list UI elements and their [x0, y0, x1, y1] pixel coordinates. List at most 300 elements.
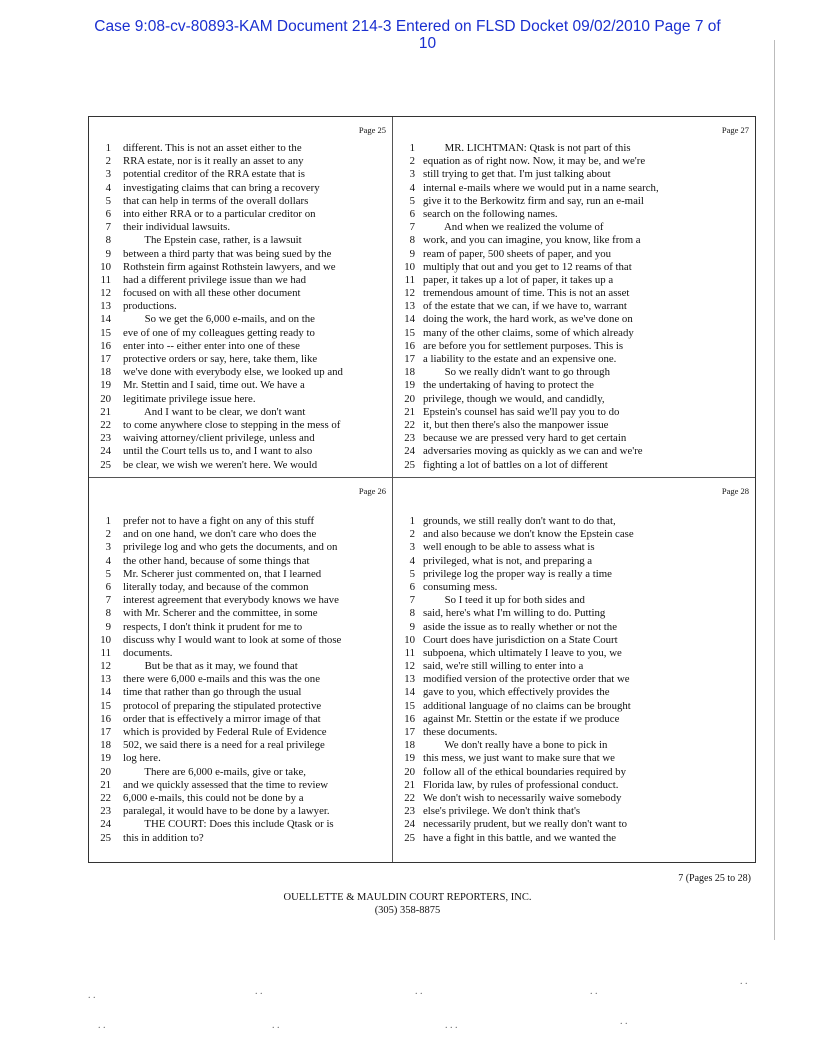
transcript-line — [89, 327, 392, 340]
line-number: 6 — [409, 207, 415, 220]
transcript-line — [89, 393, 392, 406]
line-text: So we get the 6,000 e-mails, and on the — [123, 313, 315, 326]
line-number: 18 — [100, 366, 111, 379]
line-text: well enough to be able to assess what is — [423, 541, 595, 554]
line-text: and we quickly assessed that the time to review — [123, 778, 329, 791]
line-text: So I teed it up for both sides and — [423, 594, 585, 607]
line-number: 14 — [404, 686, 415, 699]
transcript-line — [89, 607, 392, 620]
transcript-line — [89, 581, 392, 594]
line-number: 5 — [105, 194, 111, 207]
line-text: these documents. — [423, 726, 498, 738]
transcript-line — [393, 406, 755, 419]
transcript-line — [393, 208, 755, 221]
line-text: subpoena, which ultimately I leave to you, we — [423, 646, 622, 659]
transcript-line — [89, 739, 392, 752]
line-number: 3 — [105, 541, 111, 554]
line-number: 22 — [100, 418, 111, 431]
transcript-line — [393, 261, 755, 274]
transcript-line — [393, 647, 755, 660]
transcript-line — [89, 313, 392, 326]
transcript-line — [393, 195, 755, 208]
line-text: of the estate that we can, if we have to, warrant — [423, 300, 627, 313]
transcript-line — [89, 234, 392, 247]
line-text: search on the following names. — [423, 207, 558, 220]
page-label: Page 28 — [721, 486, 749, 496]
transcript-line — [89, 419, 392, 432]
scan-speck: . . — [98, 1020, 106, 1031]
transcript-line — [393, 660, 755, 673]
line-text: Court does have jurisdiction on a State Court — [423, 633, 618, 646]
transcript-line — [89, 700, 392, 713]
scan-speck: . . . — [445, 1020, 458, 1031]
line-number: 25 — [100, 831, 111, 844]
transcript-line — [393, 327, 755, 340]
line-text: Mr. Stettin and I said, time out. We have a — [123, 379, 305, 392]
line-text: adversaries moving as quickly as we can and we're — [423, 445, 643, 458]
line-text: follow all of the ethical boundaries required by — [423, 765, 626, 778]
line-number: 6 — [409, 580, 415, 593]
line-text: are before you for settlement purposes. This is — [423, 339, 624, 352]
line-text: still trying to get that. I'm just talking about — [423, 168, 611, 181]
line-number: 11 — [100, 646, 111, 659]
transcript-line — [393, 752, 755, 765]
transcript-line — [393, 155, 755, 168]
transcript-line — [393, 541, 755, 554]
docket-header-line1: Case 9:08-cv-80893-KAM Document 214-3 Entered on FLSD Docket 09/02/2010 Page 7 of — [94, 18, 721, 35]
transcript-line — [89, 432, 392, 445]
line-number: 1 — [105, 515, 111, 527]
line-text: investigating claims that can bring a recovery — [123, 181, 320, 194]
line-number: 8 — [105, 234, 111, 247]
line-text: discuss why I would want to look at some of those — [123, 633, 342, 646]
transcript-line — [393, 621, 755, 634]
transcript-line — [89, 713, 392, 726]
transcript-line — [89, 353, 392, 366]
line-text: respects, I don't think it prudent for me to — [123, 620, 303, 633]
transcript-page-25 — [89, 117, 393, 478]
line-number: 4 — [409, 181, 415, 194]
line-number: 17 — [404, 353, 415, 365]
line-text: work, and you can imagine, you know, like from a — [423, 234, 641, 247]
transcript-line — [393, 445, 755, 458]
transcript-line — [89, 406, 392, 419]
margin-line — [774, 40, 775, 940]
transcript-line — [89, 340, 392, 353]
line-number: 22 — [404, 418, 415, 431]
line-text: paralegal, it would have to be done by a lawyer. — [123, 805, 330, 818]
transcript-line — [393, 818, 755, 831]
line-text: until the Court tells us to, and I want to also — [123, 445, 313, 458]
line-number: 20 — [404, 392, 415, 405]
line-number: 12 — [404, 287, 415, 300]
line-text: log here. — [123, 752, 161, 765]
transcript-page-27 — [393, 117, 755, 478]
line-number: 2 — [409, 155, 415, 168]
transcript-line — [89, 195, 392, 208]
line-number: 5 — [409, 567, 415, 580]
line-number: 19 — [100, 752, 111, 765]
line-text: privilege, though we would, and candidly, — [423, 392, 605, 405]
transcript-line — [393, 528, 755, 541]
line-number: 10 — [404, 260, 415, 273]
transcript-line — [393, 142, 755, 155]
transcript-line — [393, 366, 755, 379]
transcript-line — [393, 555, 755, 568]
line-text: privilege log and who gets the documents, and on — [123, 541, 338, 554]
line-number: 22 — [100, 791, 111, 804]
line-number: 16 — [404, 339, 415, 352]
line-text: we've done with everybody else, we looked up and — [123, 366, 343, 379]
line-text: We don't really have a bone to pick in — [423, 739, 608, 752]
transcript-line — [393, 419, 755, 432]
line-text: time that rather than go through the usual — [123, 686, 302, 699]
transcript-line — [393, 581, 755, 594]
line-text: equation as of right now. Now, it may be, and we're — [423, 155, 646, 168]
line-text: There are 6,000 e-mails, give or take, — [123, 765, 306, 778]
line-text: ream of paper, 500 sheets of paper, and you — [423, 247, 612, 260]
line-text: interest agreement that everybody knows we have — [123, 594, 339, 607]
line-number: 20 — [100, 392, 111, 405]
transcript-line — [89, 541, 392, 554]
transcript-line — [393, 515, 755, 528]
line-number: 19 — [404, 752, 415, 765]
line-number: 7 — [105, 221, 111, 234]
transcript-line — [89, 261, 392, 274]
line-text: have a fight in this battle, and we wanted the — [423, 831, 617, 844]
line-text: which is provided by Federal Rule of Evidence — [123, 726, 327, 738]
transcript-line — [89, 208, 392, 221]
line-text: protocol of preparing the stipulated protective — [123, 699, 322, 712]
line-number: 16 — [100, 712, 111, 725]
line-number: 24 — [404, 818, 415, 831]
transcript-line — [89, 274, 392, 287]
line-number: 12 — [100, 660, 111, 673]
transcript-line — [89, 805, 392, 818]
scan-speck: . . — [590, 986, 598, 997]
line-number: 5 — [409, 194, 415, 207]
line-text: this in addition to? — [123, 831, 204, 844]
line-text: The Epstein case, rather, is a lawsuit — [123, 234, 302, 247]
transcript-line — [393, 379, 755, 392]
scan-speck: . . — [620, 1016, 628, 1027]
transcript-line — [89, 792, 392, 805]
line-number: 24 — [100, 818, 111, 831]
scan-speck: . . — [415, 986, 423, 997]
line-text: 502, we said there is a need for a real privilege — [123, 739, 325, 752]
line-number: 4 — [409, 554, 415, 567]
line-number: 9 — [409, 247, 415, 260]
line-text: necessarily prudent, but we really don't want to — [423, 818, 628, 831]
line-number: 24 — [404, 445, 415, 458]
line-text: internal e-mails where we would put in a name search, — [423, 181, 659, 194]
line-number: 6 — [105, 580, 111, 593]
line-number: 16 — [404, 712, 415, 725]
transcript-line — [393, 766, 755, 779]
line-number: 24 — [100, 445, 111, 458]
line-text: RRA estate, nor is it really an asset to any — [123, 155, 304, 168]
line-number: 18 — [404, 366, 415, 379]
line-number: 22 — [404, 791, 415, 804]
line-text: And I want to be clear, we don't want — [123, 405, 306, 418]
transcript-line — [393, 568, 755, 581]
line-text: So we really didn't want to go through — [423, 366, 610, 379]
transcript-line — [89, 221, 392, 234]
line-text: else's privilege. We don't think that's — [423, 805, 581, 818]
line-number: 19 — [100, 379, 111, 392]
line-number: 3 — [409, 541, 415, 554]
line-number: 21 — [100, 405, 111, 418]
line-number: 10 — [100, 633, 111, 646]
transcript-page-26 — [89, 478, 393, 862]
line-number: 15 — [100, 699, 111, 712]
line-text: into either RRA or to a particular creditor on — [123, 207, 316, 220]
transcript-line — [393, 287, 755, 300]
line-number: 9 — [409, 620, 415, 633]
line-text: many of the other claims, some of which already — [423, 326, 634, 339]
transcript-line — [393, 700, 755, 713]
transcript-lines — [393, 515, 755, 845]
line-text: multiply that out and you get to 12 reams of that — [423, 260, 632, 273]
scan-speck: . . — [740, 976, 748, 987]
line-text: different. This is not an asset either to the — [123, 142, 302, 154]
line-text: Rothstein firm against Rothstein lawyers, and we — [123, 260, 336, 273]
transcript-line — [393, 832, 755, 845]
line-text: modified version of the protective order that we — [423, 673, 630, 686]
transcript-line — [89, 248, 392, 261]
line-text: 6,000 e-mails, this could not be done by a — [123, 791, 304, 804]
line-text: the undertaking of having to protect the — [423, 379, 594, 392]
transcript-line — [89, 528, 392, 541]
transcript-line — [89, 673, 392, 686]
line-number: 18 — [404, 739, 415, 752]
transcript-page-28 — [393, 478, 755, 862]
transcript-line — [393, 221, 755, 234]
transcript-lines — [393, 142, 755, 472]
line-number: 14 — [100, 313, 111, 326]
transcript-line — [393, 607, 755, 620]
transcript-line — [393, 168, 755, 181]
transcript-line — [89, 726, 392, 739]
transcript-lines — [89, 515, 392, 845]
line-text: enter into -- either enter into one of these — [123, 339, 300, 352]
transcript-line — [393, 726, 755, 739]
line-text: THE COURT: Does this include Qtask or is — [123, 818, 334, 831]
line-text: doing the work, the hard work, as we've done on — [423, 313, 633, 326]
scan-speck: . . — [88, 990, 96, 1001]
line-text: additional language of no claims can be brought — [423, 699, 631, 712]
transcript-line — [89, 647, 392, 660]
line-text: it, but then there's also the manpower issue — [423, 418, 609, 431]
transcript-line — [89, 752, 392, 765]
line-number: 17 — [100, 726, 111, 738]
line-number: 25 — [404, 831, 415, 844]
transcript-line — [89, 660, 392, 673]
page-label: Page 26 — [358, 486, 386, 496]
transcript-line — [89, 594, 392, 607]
page-range: 7 (Pages 25 to 28) — [678, 873, 751, 884]
line-text: a liability to the estate and an expensive one. — [423, 353, 617, 365]
line-number: 20 — [404, 765, 415, 778]
line-text: order that is effectively a mirror image of that — [123, 712, 321, 725]
transcript-line — [89, 287, 392, 300]
line-text: Mr. Scherer just commented on, that I learned — [123, 567, 322, 580]
line-text: MR. LICHTMAN: Qtask is not part of this — [423, 142, 631, 154]
line-text: aside the issue as to really whether or not the — [423, 620, 617, 633]
line-number: 19 — [404, 379, 415, 392]
transcript-line — [89, 634, 392, 647]
line-number: 11 — [404, 646, 415, 659]
transcript-line — [89, 300, 392, 313]
transcript-line — [393, 673, 755, 686]
line-text: privilege log the proper way is really a time — [423, 567, 612, 580]
line-number: 9 — [105, 620, 111, 633]
line-text: fighting a lot of battles on a lot of different — [423, 458, 608, 471]
line-number: 11 — [100, 273, 111, 286]
transcript-line — [393, 739, 755, 752]
line-text: give it to the Berkowitz firm and say, run an e-mail — [423, 194, 644, 207]
line-number: 17 — [100, 353, 111, 365]
transcript-line — [89, 818, 392, 831]
line-number: 8 — [409, 234, 415, 247]
line-number: 14 — [100, 686, 111, 699]
line-number: 1 — [105, 142, 111, 154]
line-number: 15 — [404, 699, 415, 712]
line-text: the other hand, because of some things that — [123, 554, 310, 567]
line-number: 12 — [100, 287, 111, 300]
line-number: 13 — [100, 300, 111, 313]
transcript-line — [89, 379, 392, 392]
line-text: waiving attorney/client privilege, unless and — [123, 432, 315, 445]
line-number: 21 — [100, 778, 111, 791]
line-text: this mess, we just want to make sure that we — [423, 752, 615, 765]
line-number: 17 — [404, 726, 415, 738]
line-number: 2 — [105, 528, 111, 541]
transcript-line — [89, 686, 392, 699]
line-number: 10 — [100, 260, 111, 273]
transcript-line — [89, 621, 392, 634]
page-label: Page 27 — [721, 125, 749, 135]
line-text: consuming mess. — [423, 580, 498, 593]
line-number: 4 — [105, 181, 111, 194]
transcript-line — [89, 445, 392, 458]
transcript-line — [89, 779, 392, 792]
line-number: 18 — [100, 739, 111, 752]
line-text: Florida law, by rules of professional conduct. — [423, 778, 619, 791]
line-text: productions. — [123, 300, 177, 313]
line-number: 5 — [105, 567, 111, 580]
line-text: legitimate privilege issue here. — [123, 392, 256, 405]
transcript-line — [393, 432, 755, 445]
line-text: potential creditor of the RRA estate that is — [123, 168, 306, 181]
transcript-line — [89, 555, 392, 568]
reporter-name: OUELLETTE & MAULDIN COURT REPORTERS, INC. — [283, 892, 532, 903]
transcript-line — [89, 766, 392, 779]
line-text: and also because we don't know the Epstein case — [423, 528, 634, 541]
line-number: 9 — [105, 247, 111, 260]
transcript-line — [393, 340, 755, 353]
line-text: said, we're still willing to enter into a — [423, 660, 584, 673]
line-text: that can help in terms of the overall dollars — [123, 194, 309, 207]
line-text: against Mr. Stettin or the estate if we produce — [423, 712, 620, 725]
line-text: between a third party that was being sued by the — [123, 247, 332, 260]
line-text: said, here's what I'm willing to do. Putting — [423, 607, 606, 620]
transcript-line — [393, 300, 755, 313]
line-text: privileged, what is not, and preparing a — [423, 554, 593, 567]
line-number: 25 — [404, 458, 415, 471]
transcript-line — [393, 182, 755, 195]
line-number: 23 — [100, 805, 111, 818]
line-text: tremendous amount of time. This is not an asset — [423, 287, 630, 300]
line-text: because we are pressed very hard to get certain — [423, 432, 627, 445]
line-text: protective orders or say, here, take them, like — [123, 353, 318, 365]
line-number: 1 — [409, 142, 415, 154]
transcript-line — [393, 792, 755, 805]
line-text: paper, it takes up a lot of paper, it takes up a — [423, 273, 614, 286]
transcript-lines — [89, 142, 392, 472]
line-text: and on one hand, we don't care who does the — [123, 528, 317, 541]
line-text: gave to you, which effectively provides the — [423, 686, 610, 699]
line-number: 6 — [105, 207, 111, 220]
line-text: be clear, we wish we weren't here. We would — [123, 458, 318, 471]
transcript-line — [393, 393, 755, 406]
line-number: 13 — [404, 300, 415, 313]
line-text: We don't wish to necessarily waive somebody — [423, 791, 622, 804]
line-number: 12 — [404, 660, 415, 673]
transcript-line — [393, 234, 755, 247]
line-number: 7 — [105, 594, 111, 607]
transcript-line — [393, 353, 755, 366]
line-text: prefer not to have a fight on any of this stuff — [123, 515, 315, 527]
transcript-line — [89, 155, 392, 168]
line-text: eve of one of my colleagues getting ready to — [123, 326, 315, 339]
transcript-line — [89, 366, 392, 379]
reporter-footer — [0, 891, 815, 917]
line-text: their individual lawsuits. — [123, 221, 231, 234]
line-number: 10 — [404, 633, 415, 646]
line-text: literally today, and because of the common — [123, 580, 309, 593]
transcript-line — [393, 805, 755, 818]
line-number: 11 — [404, 273, 415, 286]
line-text: But be that as it may, we found that — [123, 660, 298, 673]
transcript-line — [393, 594, 755, 607]
transcript-line — [89, 568, 392, 581]
docket-header — [0, 18, 815, 52]
line-number: 8 — [105, 607, 111, 620]
line-number: 2 — [409, 528, 415, 541]
line-number: 13 — [100, 673, 111, 686]
transcript-line — [393, 274, 755, 287]
line-number: 7 — [409, 221, 415, 234]
line-number: 15 — [404, 326, 415, 339]
line-number: 3 — [105, 168, 111, 181]
transcript-line — [89, 459, 392, 472]
line-number: 16 — [100, 339, 111, 352]
line-number: 21 — [404, 405, 415, 418]
line-number: 23 — [404, 432, 415, 445]
line-text: documents. — [123, 646, 173, 659]
line-text: Epstein's counsel has said we'll pay you to do — [423, 405, 620, 418]
scan-speck: . . — [272, 1020, 280, 1031]
line-text: had a different privilege issue than we had — [123, 273, 306, 286]
transcript-line — [393, 459, 755, 472]
line-number: 4 — [105, 554, 111, 567]
transcript-line — [393, 779, 755, 792]
transcript-line — [89, 168, 392, 181]
transcript-line — [393, 313, 755, 326]
line-number: 3 — [409, 168, 415, 181]
line-number: 2 — [105, 155, 111, 168]
